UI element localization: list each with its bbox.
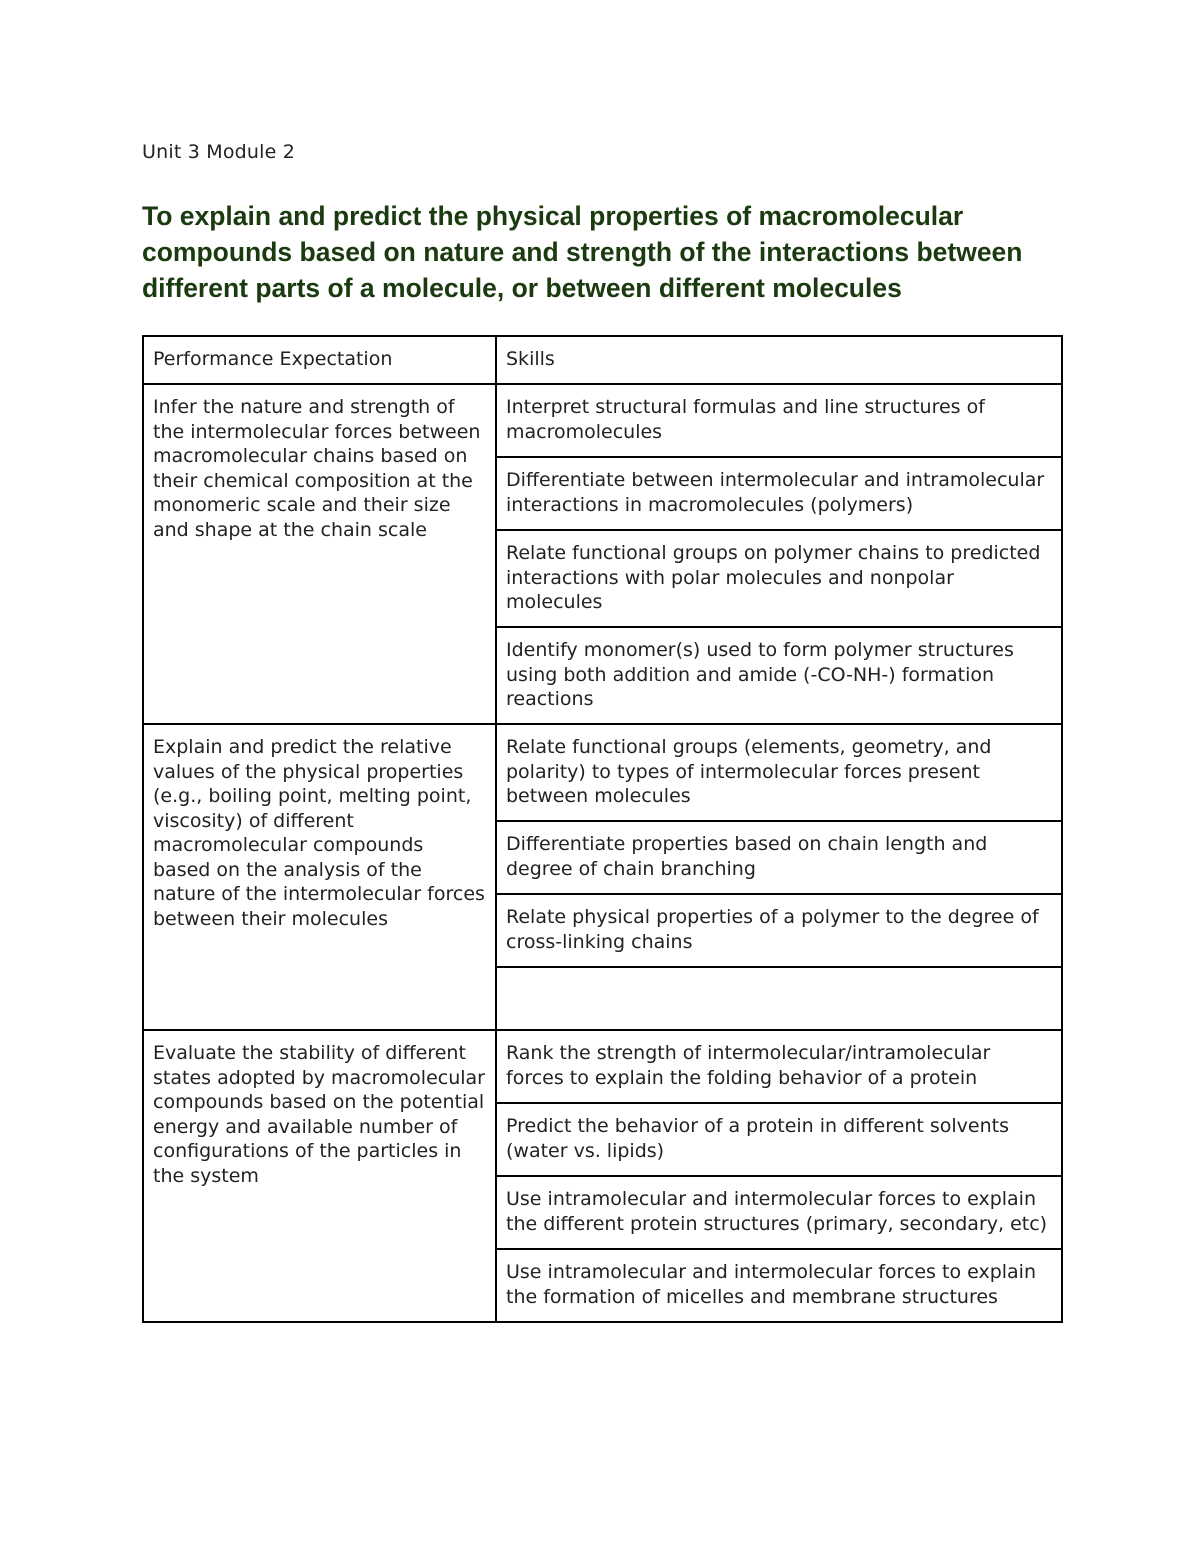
skill-cell: Relate functional groups (elements, geometry, and polarity) to types of intermolecular forces present between molecules bbox=[496, 724, 1062, 821]
skills-table bbox=[142, 335, 1063, 1323]
skill-cell: Differentiate properties based on chain length and degree of chain branching bbox=[496, 821, 1062, 894]
skill-cell: Relate physical properties of a polymer to the degree of cross-linking chains bbox=[496, 894, 1062, 967]
performance-expectation-cell: Explain and predict the relative values of the physical properties (e.g., boiling point, melting point, viscosity) of different macromolecular compounds based on the analysis of the nature of the intermolecular forces between their molecules bbox=[143, 724, 496, 1030]
skill-cell: Use intramolecular and intermolecular forces to explain the formation of micelles and membrane structures bbox=[496, 1249, 1062, 1322]
skill-cell: Interpret structural formulas and line structures of macromolecules bbox=[496, 384, 1062, 457]
performance-expectation-cell: Infer the nature and strength of the intermolecular forces between macromolecular chains based on their chemical composition at the monomeric scale and their size and shape at the chain scale bbox=[143, 384, 496, 724]
table-header-row bbox=[143, 336, 1062, 384]
skill-cell: Rank the strength of intermolecular/intramolecular forces to explain the folding behavior of a protein bbox=[496, 1030, 1062, 1103]
skill-cell: Predict the behavior of a protein in different solvents (water vs. lipids) bbox=[496, 1103, 1062, 1176]
skill-cell: Differentiate between intermolecular and intramolecular interactions in macromolecules (polymers) bbox=[496, 457, 1062, 530]
table-row bbox=[143, 384, 1062, 457]
skill-cell: Use intramolecular and intermolecular forces to explain the different protein structures (primary, secondary, etc) bbox=[496, 1176, 1062, 1249]
skill-cell: Relate functional groups on polymer chains to predicted interactions with polar molecules and nonpolar molecules bbox=[496, 530, 1062, 627]
performance-expectation-cell: Evaluate the stability of different states adopted by macromolecular compounds based on the potential energy and available number of configurations of the particles in the system bbox=[143, 1030, 496, 1322]
skill-cell: Identify monomer(s) used to form polymer structures using both addition and amide (-CO-NH-) formation reactions bbox=[496, 627, 1062, 724]
table-row bbox=[143, 724, 1062, 821]
header-performance-expectation: Performance Expectation bbox=[143, 336, 496, 384]
skill-cell-empty bbox=[496, 967, 1062, 1030]
document-title: To explain and predict the physical properties of macromolecular compounds based on nature and strength of the interactions between different parts of a molecule, or between different molecules bbox=[142, 201, 1023, 303]
unit-label: Unit 3 Module 2 bbox=[142, 141, 296, 163]
table-row bbox=[143, 1030, 1062, 1103]
header-skills: Skills bbox=[496, 336, 1062, 384]
